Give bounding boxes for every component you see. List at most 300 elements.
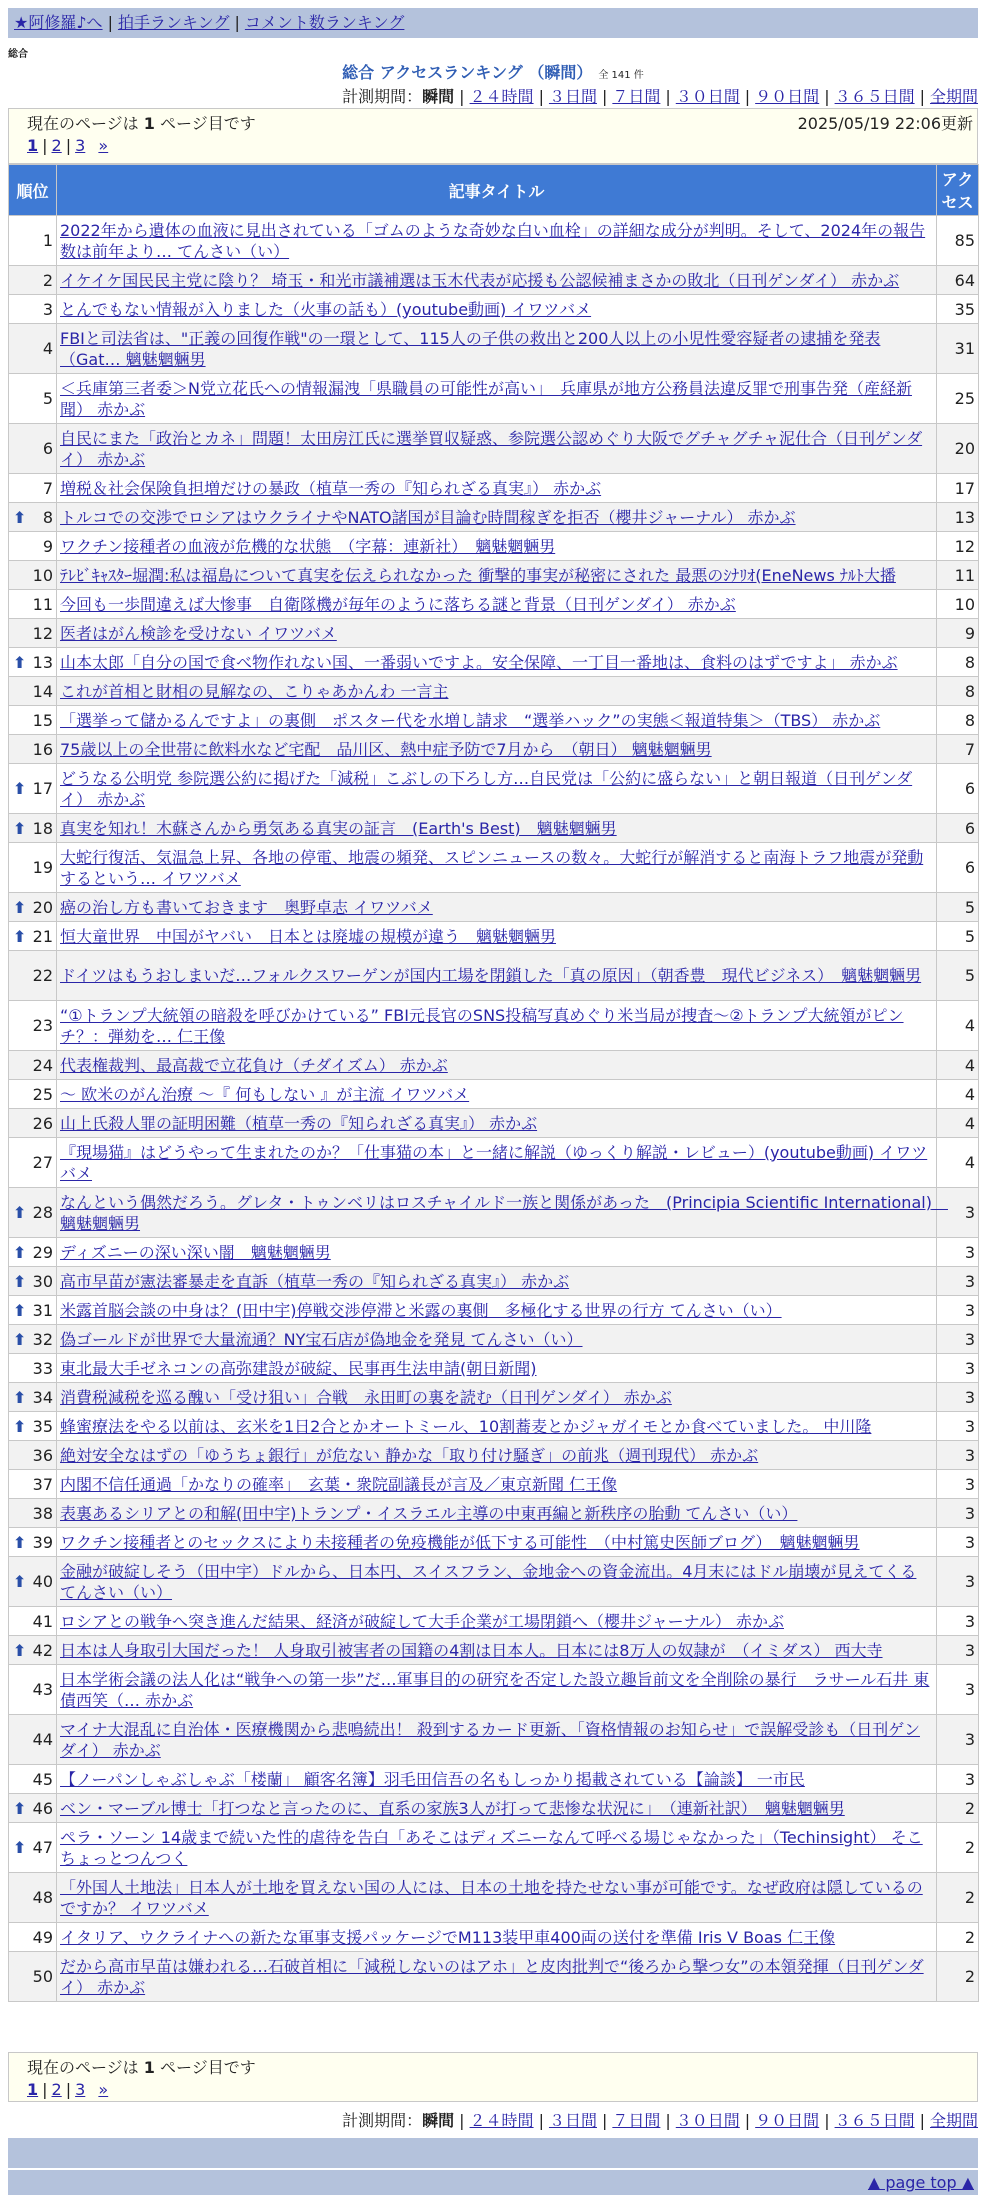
access-count: 2 bbox=[937, 1923, 979, 1952]
rank-number: 26 bbox=[32, 1113, 53, 1133]
article-title-link[interactable]: 消費税減税を巡る醜い「受け狙い」合戦 永田町の裏を読む（日刊ゲンダイ） 赤かぶ bbox=[60, 1387, 672, 1407]
table-row bbox=[9, 295, 979, 324]
period-link-6[interactable]: 全期間 bbox=[929, 87, 978, 106]
rank-number: 13 bbox=[32, 652, 53, 672]
rank-cell bbox=[9, 532, 57, 561]
period-link-3[interactable]: ３０日間 bbox=[675, 2111, 740, 2130]
access-count: 13 bbox=[937, 503, 979, 532]
rank-cell bbox=[9, 1715, 57, 1765]
rank-number: 3 bbox=[42, 299, 53, 319]
rank-number: 24 bbox=[32, 1055, 53, 1075]
article-title-link[interactable]: 「外国人土地法」日本人が土地を買えない国の人には、日本の土地を持たせない事が可能です。なぜ政府は隠しているのですか？ イワツバメ bbox=[60, 1877, 923, 1918]
table-row bbox=[9, 1296, 979, 1325]
title-cell bbox=[57, 843, 937, 893]
table-row bbox=[9, 266, 979, 295]
rank-cell bbox=[9, 590, 57, 619]
article-title-link[interactable]: ドイツはもうおしまいだ…フォルクスワーゲンが国内工場を閉鎖した「真の原因」（朝香豊 現代ビジネス） 魑魅魍魎男 bbox=[60, 966, 922, 985]
article-title-link[interactable]: 増税＆社会保険負担増だけの暴政（植草一秀の『知られざる真実』） 赤かぶ bbox=[60, 478, 602, 498]
access-count: 10 bbox=[937, 590, 979, 619]
article-title-link[interactable]: 内閣不信任通過「かなりの確率」 玄葉・衆院副議長が言及／東京新聞 仁王像 bbox=[60, 1474, 618, 1494]
rank-number: 8 bbox=[42, 507, 53, 527]
table-row bbox=[9, 1267, 979, 1296]
article-title-link[interactable]: 絶対安全なはずの「ゆうちょ銀行」が危ない 静かな「取り付け騒ぎ」の前兆（週刊現代） 赤かぶ bbox=[60, 1445, 759, 1465]
article-title-link[interactable]: 『現場猫』はどうやって生まれたのか？「仕事猫の本」と一緒に解説（ゆっくり解説・レビュー）(youtube動画) イワツバメ bbox=[60, 1142, 928, 1183]
header-title: 記事タイトル bbox=[57, 165, 937, 216]
table-row bbox=[9, 843, 979, 893]
table-row bbox=[9, 764, 979, 814]
table-row bbox=[9, 590, 979, 619]
rank-number: 18 bbox=[32, 818, 53, 838]
period-link-0[interactable]: ２４時間 bbox=[469, 2111, 534, 2130]
table-row bbox=[9, 1952, 979, 2002]
access-count: 12 bbox=[937, 532, 979, 561]
period-link-3[interactable]: ３０日間 bbox=[675, 87, 740, 106]
rank-number: 40 bbox=[32, 1572, 53, 1591]
page-top-bar bbox=[8, 2170, 978, 2195]
pager-separator: | bbox=[42, 2080, 48, 2099]
title-cell bbox=[57, 590, 937, 619]
title-cell bbox=[57, 1607, 937, 1636]
period-separator: | bbox=[538, 2111, 544, 2130]
article-title-link[interactable]: 日本学術会議の法人化は“戦争への第一歩”だ…軍事目的の研究を否定した設立趣旨前文を全削除の暴行 ラサール石井 東債西笑（… 赤かぶ bbox=[60, 1669, 930, 1710]
access-count: 3 bbox=[937, 1325, 979, 1354]
rank-cell bbox=[9, 266, 57, 295]
pager-next-link[interactable]: » bbox=[98, 136, 109, 155]
article-title-link[interactable]: なんという偶然だろう。グレタ・トゥンベリはロスチャイルド一族と関係があった (Principia Scientific International) 魑魅魍魎男 bbox=[60, 1192, 948, 1233]
table-row bbox=[9, 1109, 979, 1138]
title-cell bbox=[57, 1715, 937, 1765]
access-count: 2 bbox=[937, 1873, 979, 1923]
rank-up-arrow-icon: ⬆ bbox=[13, 1242, 27, 1262]
rank-number: 38 bbox=[32, 1503, 53, 1523]
table-row bbox=[9, 619, 979, 648]
period-separator: | bbox=[824, 2111, 830, 2130]
title-cell bbox=[57, 1383, 937, 1412]
rank-number: 34 bbox=[32, 1387, 53, 1407]
article-title-link[interactable]: “①トランプ大統領の暗殺を呼びかけている” FBI元長官のSNS投稿写真めぐり米当局が捜査〜②トランプ大統領がピンチ？：弾劾を… 仁王像 bbox=[60, 1005, 904, 1046]
title-cell bbox=[57, 1188, 948, 1238]
article-title-link[interactable]: 蜂蜜療法をやる以前は、玄米を1日2合とかオートミール、10割蕎麦とかジャガイモとか食べていました。 中川隆 bbox=[60, 1416, 872, 1436]
period-selector-top bbox=[342, 84, 978, 107]
rank-number: 17 bbox=[32, 779, 53, 798]
rank-number: 11 bbox=[32, 594, 53, 614]
table-row bbox=[9, 1607, 979, 1636]
period-separator: | bbox=[665, 2111, 671, 2130]
title-cell bbox=[57, 648, 937, 677]
title-cell bbox=[57, 374, 937, 424]
period-link-6[interactable]: 全期間 bbox=[929, 2111, 978, 2130]
access-count: 3 bbox=[937, 1354, 979, 1383]
rank-number: 19 bbox=[32, 858, 53, 877]
rank-number: 12 bbox=[32, 623, 53, 643]
rank-cell bbox=[9, 1354, 57, 1383]
article-title-link[interactable]: 米露首脳会談の中身は？(田中宇)停戦交渉停滞と米露の裏側 多極化する世界の行方 てんさい（い） bbox=[60, 1300, 782, 1320]
period-current: 瞬間 bbox=[422, 2111, 455, 2130]
title-cell bbox=[57, 1765, 937, 1794]
access-count: 20 bbox=[937, 424, 979, 474]
title-cell bbox=[57, 295, 937, 324]
article-title-link[interactable]: 2022年から遺体の血液に見出されている「ゴムのような奇妙な白い血栓」の詳細な成分が判明。そして、2024年の報告数は前年より… てんさい（い） bbox=[60, 220, 926, 261]
table-row bbox=[9, 1923, 979, 1952]
title-cell bbox=[57, 324, 937, 374]
period-link-4[interactable]: ９０日間 bbox=[755, 87, 820, 106]
rank-cell bbox=[9, 424, 57, 474]
rank-up-arrow-icon: ⬆ bbox=[13, 1416, 27, 1436]
title-cell bbox=[57, 1499, 937, 1528]
access-count: 2 bbox=[937, 1952, 979, 2002]
access-count: 35 bbox=[937, 295, 979, 324]
rank-number: 35 bbox=[32, 1416, 53, 1436]
title-cell bbox=[57, 706, 937, 735]
table-row bbox=[9, 1499, 979, 1528]
access-count: 6 bbox=[937, 843, 979, 893]
rank-number: 4 bbox=[42, 339, 53, 358]
title-cell bbox=[57, 922, 937, 951]
access-count: 8 bbox=[937, 648, 979, 677]
article-title-link[interactable]: ＜兵庫第三者委＞N党立花氏への情報漏洩「県職員の可能性が高い」 兵庫県が地方公務員法違反罪で刑事告発（産経新聞） 赤かぶ bbox=[60, 378, 912, 419]
access-count: 31 bbox=[937, 324, 979, 374]
rank-cell bbox=[9, 764, 57, 814]
title-cell bbox=[57, 1267, 937, 1296]
rank-cell bbox=[9, 1499, 57, 1528]
pager-next-link[interactable]: » bbox=[98, 2080, 109, 2099]
rank-cell bbox=[9, 561, 57, 590]
access-count: 3 bbox=[937, 1665, 979, 1715]
rank-number: 5 bbox=[42, 389, 53, 408]
rank-number: 29 bbox=[32, 1242, 53, 1262]
access-count: 64 bbox=[937, 266, 979, 295]
rank-up-arrow-icon: ⬆ bbox=[13, 1271, 27, 1291]
article-title-link[interactable]: 【ノーパンしゃぶしゃぶ「楼蘭」 顧客名簿】羽毛田信吾の名もしっかり掲載されている【論談】 一市民 bbox=[60, 1769, 805, 1789]
rank-cell bbox=[9, 1001, 57, 1051]
access-count: 3 bbox=[937, 1238, 979, 1267]
pager-current-page[interactable]: 1 bbox=[27, 2080, 39, 2099]
rank-cell bbox=[9, 1412, 57, 1441]
article-title-link[interactable]: 東北最大手ゼネコンの高弥建設が破綻、民事再生法申請(朝日新聞) bbox=[60, 1358, 537, 1378]
rank-number: 43 bbox=[32, 1680, 53, 1699]
rank-up-arrow-icon: ⬆ bbox=[13, 926, 27, 946]
rank-cell bbox=[9, 1557, 57, 1607]
title-cell bbox=[57, 1412, 937, 1441]
title-cell bbox=[57, 1636, 937, 1665]
table-row bbox=[9, 1636, 979, 1665]
access-count: 8 bbox=[937, 677, 979, 706]
article-title-link[interactable]: ディズニーの深い深い闇 魑魅魍魎男 bbox=[60, 1242, 331, 1262]
header-access: アクセス bbox=[937, 165, 979, 216]
ranking-table bbox=[8, 164, 979, 2002]
period-link-2[interactable]: ７日間 bbox=[612, 2111, 661, 2130]
rank-cell bbox=[9, 1765, 57, 1794]
rank-number: 47 bbox=[32, 1838, 53, 1857]
nav-applause-ranking-link[interactable]: 拍手ランキング bbox=[117, 13, 230, 32]
page-info-text: 現在のページは 1 ページ目です bbox=[27, 114, 256, 133]
title-cell bbox=[57, 1296, 937, 1325]
period-separator: | bbox=[665, 87, 671, 106]
rank-number: 39 bbox=[32, 1532, 53, 1552]
title-cell bbox=[57, 1823, 937, 1873]
period-link-0[interactable]: ２４時間 bbox=[469, 87, 534, 106]
table-row bbox=[9, 474, 979, 503]
rank-cell bbox=[9, 1296, 57, 1325]
article-title-link[interactable]: これが首相と財相の見解なの、こりゃあかんわ 一言主 bbox=[60, 681, 449, 701]
rank-cell bbox=[9, 503, 57, 532]
table-row bbox=[9, 1383, 979, 1412]
rank-cell bbox=[9, 295, 57, 324]
period-separator: | bbox=[538, 87, 544, 106]
rank-number: 50 bbox=[32, 1967, 53, 1986]
pager-separator: | bbox=[65, 136, 72, 155]
article-title-link[interactable]: 偽ゴールドが世界で大量流通？NY宝石店が偽地金を発見 てんさい（い） bbox=[60, 1329, 583, 1349]
title-cell bbox=[57, 532, 937, 561]
rank-cell bbox=[9, 706, 57, 735]
title-cell bbox=[57, 503, 937, 532]
access-count: 3 bbox=[937, 1296, 979, 1325]
rank-number: 46 bbox=[32, 1798, 53, 1818]
period-link-4[interactable]: ９０日間 bbox=[755, 2111, 820, 2130]
article-title-link[interactable]: ワクチン接種者とのセックスにより未接種者の免疫機能が低下する可能性 （中村篤史医師ブログ） 魑魅魍魎男 bbox=[60, 1532, 860, 1552]
table-row bbox=[9, 1354, 979, 1383]
rank-cell bbox=[9, 1873, 57, 1923]
period-current: 瞬間 bbox=[422, 87, 455, 106]
rank-up-arrow-icon: ⬆ bbox=[13, 1798, 27, 1818]
title-cell bbox=[57, 266, 937, 295]
access-count: 5 bbox=[937, 951, 979, 1001]
table-row bbox=[9, 1823, 979, 1873]
title-cell bbox=[57, 1923, 937, 1952]
article-title-link[interactable]: 表裏あるシリアとの和解(田中宇)トランプ・イスラエル主導の中東再編と新秩序の胎動 てんさい（い） bbox=[60, 1503, 798, 1523]
rank-cell bbox=[9, 1188, 57, 1238]
rank-cell bbox=[9, 814, 57, 843]
title-cell bbox=[57, 1080, 937, 1109]
title-cell bbox=[57, 1794, 937, 1823]
rank-up-arrow-icon: ⬆ bbox=[13, 1838, 27, 1857]
article-title-link[interactable]: トルコでの交渉でロシアはウクライナやNATO諸国が目論む時間稼ぎを拒否（櫻井ジャーナル） 赤かぶ bbox=[60, 507, 796, 527]
article-title-link[interactable]: イケイケ国民民主党に陰り？ 埼玉・和光市議補選は玉木代表が応援も公認候補まさかの敗北（日刊ゲンダイ） 赤かぶ bbox=[60, 270, 900, 290]
rank-number: 41 bbox=[32, 1611, 53, 1631]
article-title-link[interactable]: 今回も一歩間違えば大惨事 自衛隊機が毎年のように落ちる謎と背景（日刊ゲンダイ） 赤かぶ bbox=[60, 594, 736, 614]
access-count: 8 bbox=[937, 706, 979, 735]
article-title-link[interactable]: ワクチン接種者の血液が危機的な状態 （字幕：連新社） 魑魅魍魎男 bbox=[60, 536, 556, 556]
table-row bbox=[9, 1528, 979, 1557]
rank-cell bbox=[9, 324, 57, 374]
article-title-link[interactable]: 75歳以上の全世帯に飲料水など宅配 品川区、熱中症予防で7月から （朝日） 魑魅魍魎男 bbox=[60, 739, 712, 759]
rank-cell bbox=[9, 1665, 57, 1715]
rank-cell bbox=[9, 893, 57, 922]
table-row bbox=[9, 677, 979, 706]
article-title-link[interactable]: ﾃﾚﾋﾞｷｬｽﾀｰ堀潤:私は福島について真実を伝えられなかった 衝撃的事実が秘密にされた 最悪のｼﾅﾘｵ(EneNews ﾅﾙﾄ大播 bbox=[60, 565, 896, 585]
rank-up-arrow-icon: ⬆ bbox=[13, 1203, 27, 1222]
rank-number: 21 bbox=[32, 926, 53, 946]
rank-up-arrow-icon: ⬆ bbox=[13, 652, 27, 672]
title-cell bbox=[57, 561, 937, 590]
period-link-5[interactable]: ３６５日間 bbox=[834, 87, 915, 106]
table-row bbox=[9, 561, 979, 590]
period-link-1[interactable]: ３日間 bbox=[548, 2111, 597, 2130]
nav-comment-ranking-link[interactable]: コメント数ランキング bbox=[244, 13, 405, 32]
table-row bbox=[9, 216, 979, 266]
rank-number: 20 bbox=[32, 897, 53, 917]
article-title-link[interactable]: 高市早苗が憲法審暴走を直訴（植草一秀の『知られざる真実』） 赤かぶ bbox=[60, 1271, 570, 1291]
pager-link-page-3[interactable]: 3 bbox=[75, 136, 86, 155]
article-title-link[interactable]: ロシアとの戦争へ突き進んだ結果、経済が破綻して大手企業が工場閉鎖へ（櫻井ジャーナル） 赤かぶ bbox=[60, 1611, 784, 1631]
rank-cell bbox=[9, 1267, 57, 1296]
page-top-link[interactable]: ▲ page top ▲ bbox=[867, 2173, 974, 2192]
table-row bbox=[9, 1441, 979, 1470]
page-info-bottom bbox=[8, 2052, 978, 2102]
rank-cell bbox=[9, 1952, 57, 2002]
rank-cell bbox=[9, 677, 57, 706]
table-row bbox=[9, 374, 979, 424]
access-count: 3 bbox=[937, 1557, 979, 1607]
table-row bbox=[9, 503, 979, 532]
period-separator: | bbox=[824, 87, 830, 106]
rank-cell bbox=[9, 843, 57, 893]
rank-number: 16 bbox=[32, 739, 53, 759]
period-separator: | bbox=[459, 2111, 465, 2130]
pager-link-page-3[interactable]: 3 bbox=[75, 2080, 86, 2099]
article-title-link[interactable]: 大蛇行復活、気温急上昇、各地の停電、地震の頻発、スピンニュースの数々。大蛇行が解消すると南海トラフ地震が発動するという… イワツバメ bbox=[60, 847, 924, 888]
rank-cell bbox=[9, 1528, 57, 1557]
article-title-link[interactable]: だから高市早苗は嫌われる…石破首相に「減税しないのはアホ」と皮肉批判で“後ろから撃つ女”の本領発揮（日刊ゲンダイ） 赤かぶ bbox=[60, 1956, 924, 1997]
rank-number: 27 bbox=[32, 1153, 53, 1172]
article-title-link[interactable]: 「選挙って儲かるんですよ」の裏側 ポスター代を水増し請求 “選挙ハック”の実態＜報道特集＞（TBS） 赤かぶ bbox=[60, 710, 881, 730]
access-count: 3 bbox=[937, 1499, 979, 1528]
rank-up-arrow-icon: ⬆ bbox=[13, 1300, 27, 1320]
rank-number: 48 bbox=[32, 1888, 53, 1907]
access-count: 2 bbox=[937, 1794, 979, 1823]
rank-cell bbox=[9, 951, 57, 1001]
article-title-link[interactable]: 恒大童世界 中国がヤバい 日本とは廃墟の規模が違う 魑魅魍魎男 bbox=[60, 926, 557, 946]
access-count: 6 bbox=[937, 764, 979, 814]
title-cell bbox=[57, 1952, 937, 2002]
table-row bbox=[9, 893, 979, 922]
pager-link-page-2[interactable]: 2 bbox=[51, 2080, 62, 2099]
table-row bbox=[9, 1188, 979, 1238]
title-cell bbox=[57, 1557, 937, 1607]
article-title-link[interactable]: 山上氏殺人罪の証明困難（植草一秀の『知られざる真実』） 赤かぶ bbox=[60, 1113, 538, 1133]
bottom-bar bbox=[8, 2138, 978, 2168]
rank-number: 32 bbox=[32, 1329, 53, 1349]
table-row bbox=[9, 735, 979, 764]
title-cell bbox=[57, 1325, 937, 1354]
rank-cell bbox=[9, 619, 57, 648]
article-title-link[interactable]: とんでもない情報が入りました（火事の話も）(youtube動画) イワツバメ bbox=[60, 299, 592, 319]
article-title-link[interactable]: マイナ大混乱に自治体・医療機関から悲鳴続出！ 殺到するカード更新、「資格情報のお知らせ」で誤解受診も（日刊ゲンダイ） 赤かぶ bbox=[60, 1719, 920, 1760]
rank-number: 22 bbox=[32, 966, 53, 985]
period-link-5[interactable]: ３６５日間 bbox=[834, 2111, 915, 2130]
article-title-link[interactable]: 代表権裁判、最高裁で立花負け（チダイズム） 赤かぶ bbox=[60, 1055, 448, 1075]
rank-number: 15 bbox=[32, 710, 53, 730]
pager-link-page-2[interactable]: 2 bbox=[51, 136, 62, 155]
rank-cell bbox=[9, 1441, 57, 1470]
table-row bbox=[9, 706, 979, 735]
rank-number: 37 bbox=[32, 1474, 53, 1494]
rank-number: 49 bbox=[32, 1927, 53, 1947]
rank-up-arrow-icon: ⬆ bbox=[13, 507, 27, 527]
access-count: 3 bbox=[937, 1383, 979, 1412]
rank-number: 23 bbox=[32, 1016, 53, 1035]
title-cell bbox=[57, 1138, 937, 1188]
article-title-link[interactable]: ペラ・ソーン 14歳まで続いた性的虐待を告白「あそこはディズニーなんて呼べる場じゃなかった」（Techinsight） そこちょっとつんつく bbox=[60, 1827, 923, 1868]
page-info-text: 現在のページは 1 ページ目です bbox=[27, 2058, 256, 2077]
nav-separator: | bbox=[107, 13, 113, 32]
rank-cell bbox=[9, 1325, 57, 1354]
rank-cell bbox=[9, 1470, 57, 1499]
pager-current-page[interactable]: 1 bbox=[27, 136, 39, 155]
article-title-link[interactable]: どうなる公明党 参院選公約に掲げた「減税」こぶしの下ろし方…自民党は「公約に盛らない」と朝日報道（日刊ゲンダイ） 赤かぶ bbox=[60, 768, 913, 809]
table-row bbox=[9, 648, 979, 677]
pager-separator: | bbox=[65, 2080, 72, 2099]
article-title-link[interactable]: 自民にまた「政治とカネ」問題！太田房江氏に選挙買収疑惑、参院選公認めぐり大阪でグチャグチャ泥仕合（日刊ゲンダイ） 赤かぶ bbox=[60, 428, 923, 469]
title-cell bbox=[57, 424, 937, 474]
rank-cell bbox=[9, 374, 57, 424]
rank-up-arrow-icon: ⬆ bbox=[13, 779, 27, 798]
table-row bbox=[9, 951, 979, 1001]
access-count: 3 bbox=[937, 1188, 979, 1238]
article-title-link[interactable]: 癌の治し方も書いておきます 奥野卓志 イワツバメ bbox=[60, 897, 433, 917]
access-count: 3 bbox=[937, 1267, 979, 1296]
nav-home-link[interactable]: ★阿修羅♪へ bbox=[14, 13, 103, 32]
rank-up-arrow-icon: ⬆ bbox=[13, 897, 27, 917]
title-cell bbox=[57, 1470, 937, 1499]
access-count: 3 bbox=[937, 1470, 979, 1499]
rank-cell bbox=[9, 1138, 57, 1188]
rank-up-arrow-icon: ⬆ bbox=[13, 1572, 27, 1591]
rank-number: 10 bbox=[32, 565, 53, 585]
period-label: 計測期間： bbox=[342, 87, 423, 106]
title-cell bbox=[57, 1238, 937, 1267]
access-count: 5 bbox=[937, 893, 979, 922]
article-title-link[interactable]: 真実を知れ！木蘇さんから勇気ある真実の証言 (Earth's Best) 魑魅魍魎男 bbox=[60, 818, 617, 838]
article-title-link[interactable]: 日本は人身取引大国だった！ 人身取引被害者の国籍の4割は日本人。日本には8万人の奴隷が （イミダス） 西大寺 bbox=[60, 1640, 883, 1660]
article-title-link[interactable]: FBIと司法省は、"正義の回復作戦"の一環として、115人の子供の救出と200人以上の小児性愛容疑者の逮捕を発表（Gat… 魑魅魍魎男 bbox=[60, 328, 881, 369]
rank-up-arrow-icon: ⬆ bbox=[13, 818, 27, 838]
table-row bbox=[9, 1873, 979, 1923]
rank-number: 25 bbox=[32, 1084, 53, 1104]
table-row bbox=[9, 1412, 979, 1441]
rank-number: 6 bbox=[42, 439, 53, 458]
article-title-link[interactable]: ベン・マーブル博士「打つなと言ったのに、直系の家族3人が打って悲惨な状況に」 （連新社訳） 魑魅魍魎男 bbox=[60, 1798, 845, 1818]
access-count: 3 bbox=[937, 1715, 979, 1765]
article-title-link[interactable]: 金融が破綻しそう（田中宇）ドルから、日本円、スイスフラン、金地金への資金流出。4月末にはドル崩壊が見えてくる てんさい（い） bbox=[60, 1561, 917, 1602]
page-title-line bbox=[0, 60, 986, 83]
access-count: 9 bbox=[937, 619, 979, 648]
title-cell bbox=[57, 1354, 937, 1383]
period-link-1[interactable]: ３日間 bbox=[548, 87, 597, 106]
title-cell bbox=[57, 1873, 937, 1923]
category-label: 総合 bbox=[8, 49, 28, 60]
table-row bbox=[9, 814, 979, 843]
table-row bbox=[9, 922, 979, 951]
rank-number: 7 bbox=[42, 478, 53, 498]
article-title-link[interactable]: 医者はがん検診を受けない イワツバメ bbox=[60, 623, 337, 643]
rank-number: 44 bbox=[32, 1730, 53, 1749]
access-count: 6 bbox=[937, 814, 979, 843]
title-cell bbox=[57, 1109, 937, 1138]
table-row bbox=[9, 1794, 979, 1823]
rank-number: 42 bbox=[32, 1640, 53, 1660]
article-title-link[interactable]: 〜 欧米のがん治療 〜『 何もしない 』が主流 イワツバメ bbox=[60, 1084, 470, 1104]
period-link-2[interactable]: ７日間 bbox=[612, 87, 661, 106]
rank-up-arrow-icon: ⬆ bbox=[13, 1329, 27, 1349]
access-count: 11 bbox=[937, 561, 979, 590]
article-title-link[interactable]: イタリア、ウクライナへの新たな軍事支援パッケージでM113装甲車400両の送付を準備 Iris V Boas 仁王像 bbox=[60, 1927, 836, 1947]
table-row bbox=[9, 1470, 979, 1499]
table-row bbox=[9, 1051, 979, 1080]
table-row bbox=[9, 1080, 979, 1109]
access-count: 3 bbox=[937, 1607, 979, 1636]
article-title-link[interactable]: 山本太郎「自分の国で食べ物作れない国、一番弱いですよ。安全保障、一丁目一番地は、食料のはずですよ」 赤かぶ bbox=[60, 652, 898, 672]
